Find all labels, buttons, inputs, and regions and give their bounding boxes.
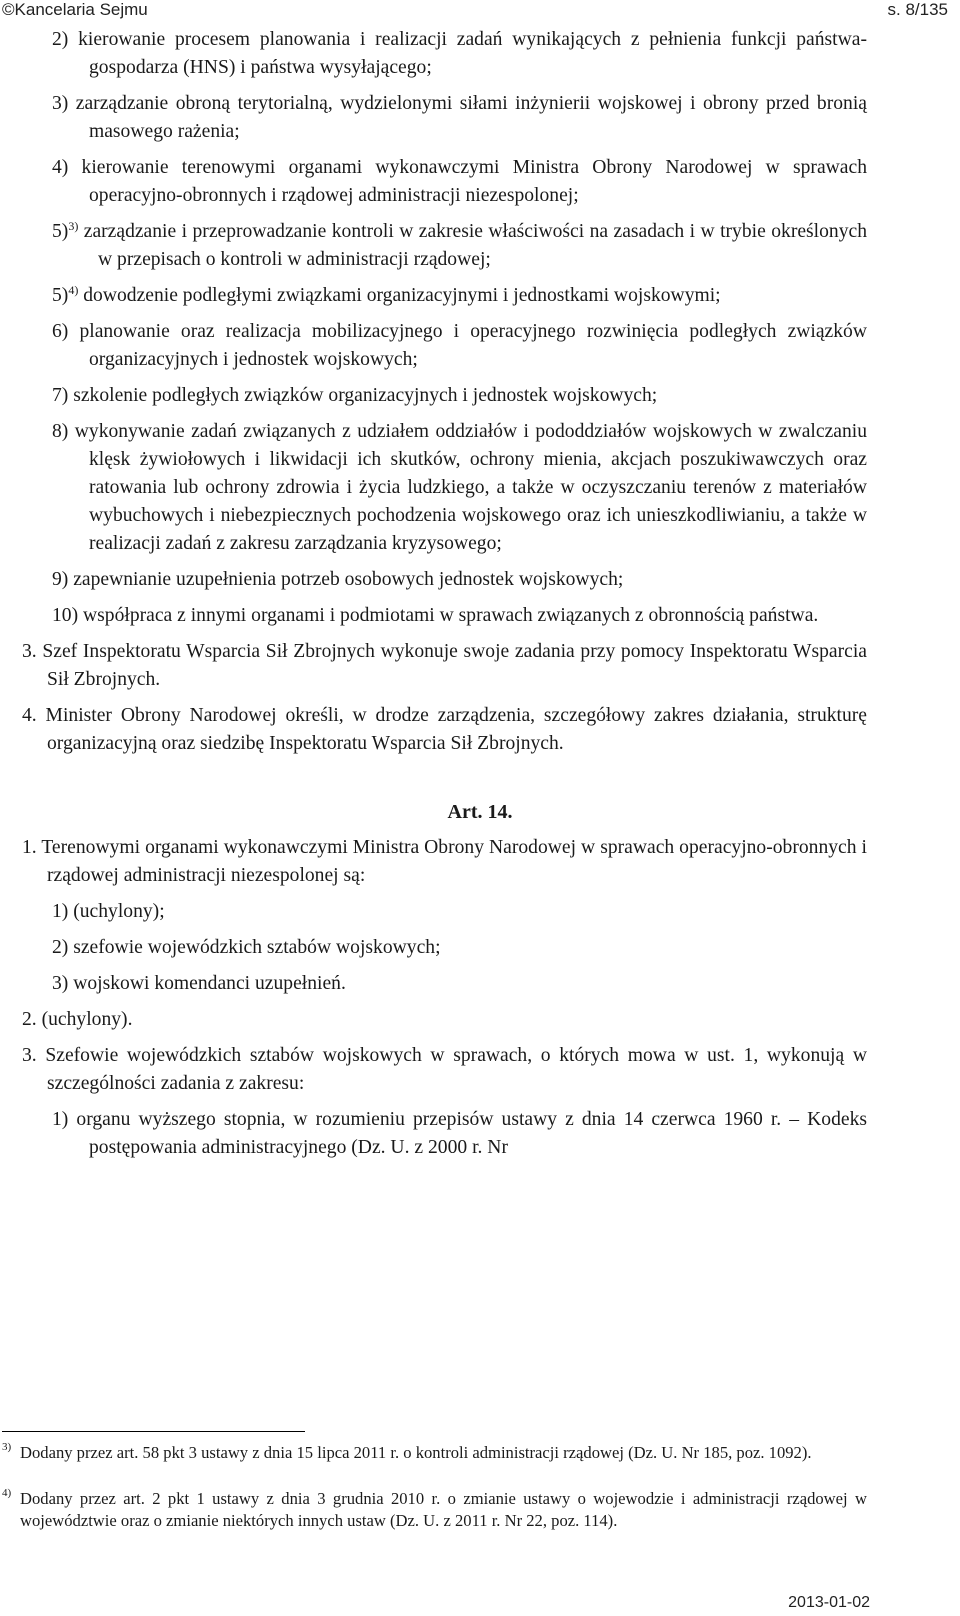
paragraph-4: 4. Minister Obrony Narodowej określi, w drodze zarządzenia, szczegółowy zakres działania, strukturę organizacyjną oraz siedzibę Inspektoratu Wsparcia Sił Zbrojnych.	[22, 705, 867, 754]
art14-paragraph-2: 2. (uchylony).	[22, 1009, 133, 1030]
list-item: 2) szefowie wojewódzkich sztabów wojskowych;	[52, 937, 441, 958]
footnote	[2, 1442, 867, 1464]
list-item: 7) szkolenie podległych związków organizacyjnych i jednostek wojskowych;	[52, 385, 658, 406]
item-text: zarządzanie i przeprowadzanie kontroli w zakresie właściwości na zasadach i w trybie określonych w przepisach o kontroli w administracji rządowej;	[78, 221, 867, 270]
footnote-ref: 3)	[68, 219, 79, 233]
list-item: 1) (uchylony);	[52, 901, 165, 922]
footnote-text: Dodany przez art. 58 pkt 3 ustawy z dnia 15 lipca 2011 r. o kontroli administracji rządowej (Dz. U. Nr 185, poz. 1092).	[20, 1443, 812, 1462]
page-number: s. 8/135	[887, 0, 948, 19]
document-date: 2013-01-02	[788, 1594, 870, 1611]
footnote-text: Dodany przez art. 2 pkt 1 ustawy z dnia 3 grudnia 2010 r. o zmianie ustawy o wojewodzie i administracji rządowej w województwie oraz o zmianie niektórych innych ustaw (Dz. U. z 2011 r. Nr 22, poz. 114).	[20, 1489, 867, 1530]
article-title: Art. 14.	[447, 801, 513, 823]
copyright-header: ©Kancelaria Sejmu	[2, 0, 148, 19]
list-item: 3) wojskowi komendanci uzupełnień.	[52, 973, 346, 994]
list-item: 10) współpraca z innymi organami i podmiotami w sprawach związanych z obronnością państwa.	[52, 605, 819, 626]
item-number: 5)	[52, 221, 69, 242]
footnote-mark: 3)	[2, 1441, 12, 1453]
list-item	[52, 218, 867, 274]
list-item: 2) kierowanie procesem planowania i realizacji zadań wynikających z pełnienia funkcji państwa-gospodarza (HNS) i państwa wysyłającego;	[52, 29, 867, 78]
list-item: 4) kierowanie terenowymi organami wykonawczymi Ministra Obrony Narodowej w sprawach operacyjno-obronnych i rządowej administracji niezespolonej;	[52, 157, 867, 206]
list-item: 1) organu wyższego stopnia, w rozumieniu przepisów ustawy z dnia 14 czerwca 1960 r. – Kodeks postępowania administracyjnego (Dz. U. z 2000 r. Nr	[52, 1109, 867, 1158]
item-number: 5)	[52, 285, 69, 306]
footnote-ref: 4)	[68, 283, 79, 297]
document-body	[0, 26, 960, 1170]
list-item: 8) wykonywanie zadań związanych z udziałem oddziałów i pododdziałów wojskowych w zwalczaniu klęsk żywiołowych i likwidacji ich skutków, ochrony mienia, akcjach poszukiwawczych oraz ratowania lub ochrony zdrowia i życia ludzkiego, a także w oczyszczaniu terenów z materiałów wybuchowych i niebezpiecznych pochodzenia wojskowego oraz ich unieszkodliwianiu, a także w realizacji zadań z zakresu zarządzania kryzysowego;	[52, 421, 867, 554]
footnote-divider	[2, 1431, 305, 1432]
item-text: dowodzenie podległymi związkami organizacyjnymi i jednostkami wojskowymi;	[78, 285, 721, 306]
list-item	[52, 282, 867, 310]
list-item: 9) zapewnianie uzupełnienia potrzeb osobowych jednostek wojskowych;	[52, 569, 624, 590]
footnote-mark: 4)	[2, 1487, 12, 1499]
art14-paragraph-1: 1. Terenowymi organami wykonawczymi Ministra Obrony Narodowej w sprawach operacyjno-obronnych i rządowej administracji niezespolonej są:	[22, 837, 867, 886]
footnote	[2, 1488, 867, 1532]
list-item: 6) planowanie oraz realizacja mobilizacyjnego i operacyjnego rozwinięcia podległych związków organizacyjnych i jednostek wojskowych;	[52, 321, 867, 370]
paragraph-3: 3. Szef Inspektoratu Wsparcia Sił Zbrojnych wykonuje swoje zadania przy pomocy Inspektoratu Wsparcia Sił Zbrojnych.	[22, 641, 867, 690]
list-item: 3) zarządzanie obroną terytorialną, wydzielonymi siłami inżynierii wojskowej i obrony przed bronią masowego rażenia;	[52, 93, 867, 142]
art14-paragraph-3: 3. Szefowie wojewódzkich sztabów wojskowych w sprawach, o których mowa w ust. 1, wykonują w szczególności zadania z zakresu:	[22, 1045, 867, 1094]
